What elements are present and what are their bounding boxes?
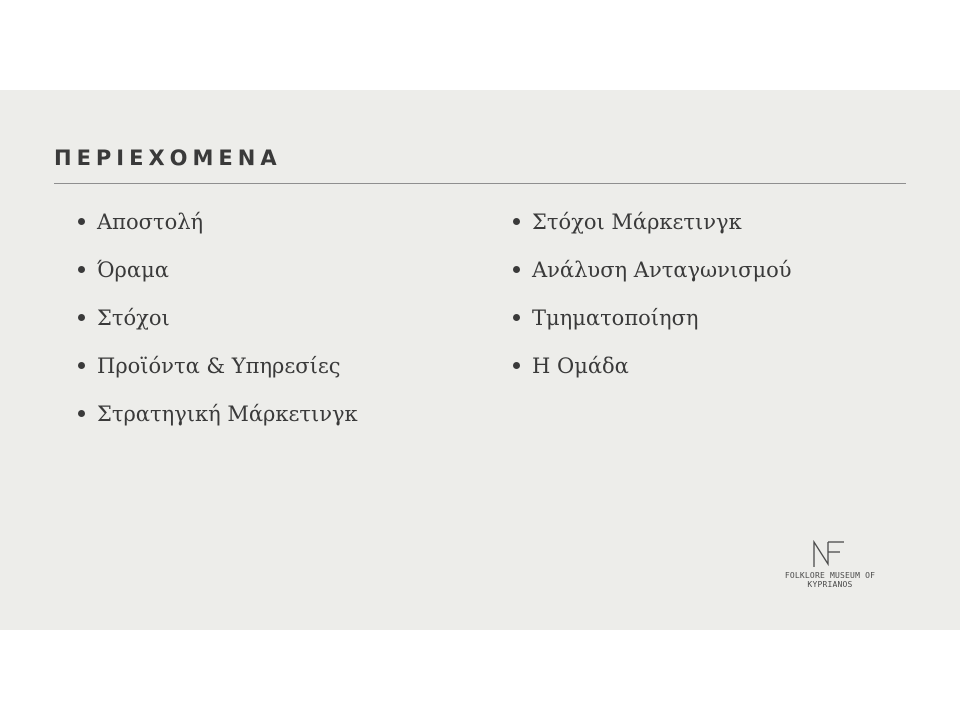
bullet-icon [513,266,520,273]
list-item-label: Τμηματοποίηση [532,306,699,330]
bullet-icon [513,362,520,369]
slide-title: ΠΕΡΙΕΧΟΜΕΝΑ [54,146,282,170]
contents-list-right [513,208,792,400]
slide [0,90,960,630]
list-item [513,208,792,256]
list-item-label: Στόχοι Μάρκετινγκ [532,210,742,234]
list-item [78,208,358,256]
list-item-label: Αποστολή [97,210,204,234]
list-item-label: Όραμα [97,258,169,282]
list-item-label: Η Ομάδα [532,354,629,378]
list-item [513,352,792,400]
bullet-icon [513,314,520,321]
list-item-label: Στόχοι [97,306,170,330]
list-item [78,352,358,400]
list-item [78,304,358,352]
bullet-icon [513,218,520,225]
bullet-icon [78,362,85,369]
list-item [513,256,792,304]
bullet-icon [78,266,85,273]
logo-caption: FOLKLORE MUSEUM OF KYPRIANOS [784,571,876,589]
bullet-icon [78,218,85,225]
bullet-icon [78,314,85,321]
bullet-icon [78,410,85,417]
list-item-label: Στρατηγική Μάρκετινγκ [97,402,358,426]
list-item-label: Προϊόντα & Υπηρεσίες [97,354,341,378]
list-item [78,400,358,448]
title-divider [54,183,906,184]
list-item [78,256,358,304]
mf-monogram-icon [812,540,848,568]
list-item-label: Ανάλυση Ανταγωνισμού [532,258,792,282]
list-item [513,304,792,352]
museum-logo [760,540,900,590]
contents-list-left [78,208,358,448]
